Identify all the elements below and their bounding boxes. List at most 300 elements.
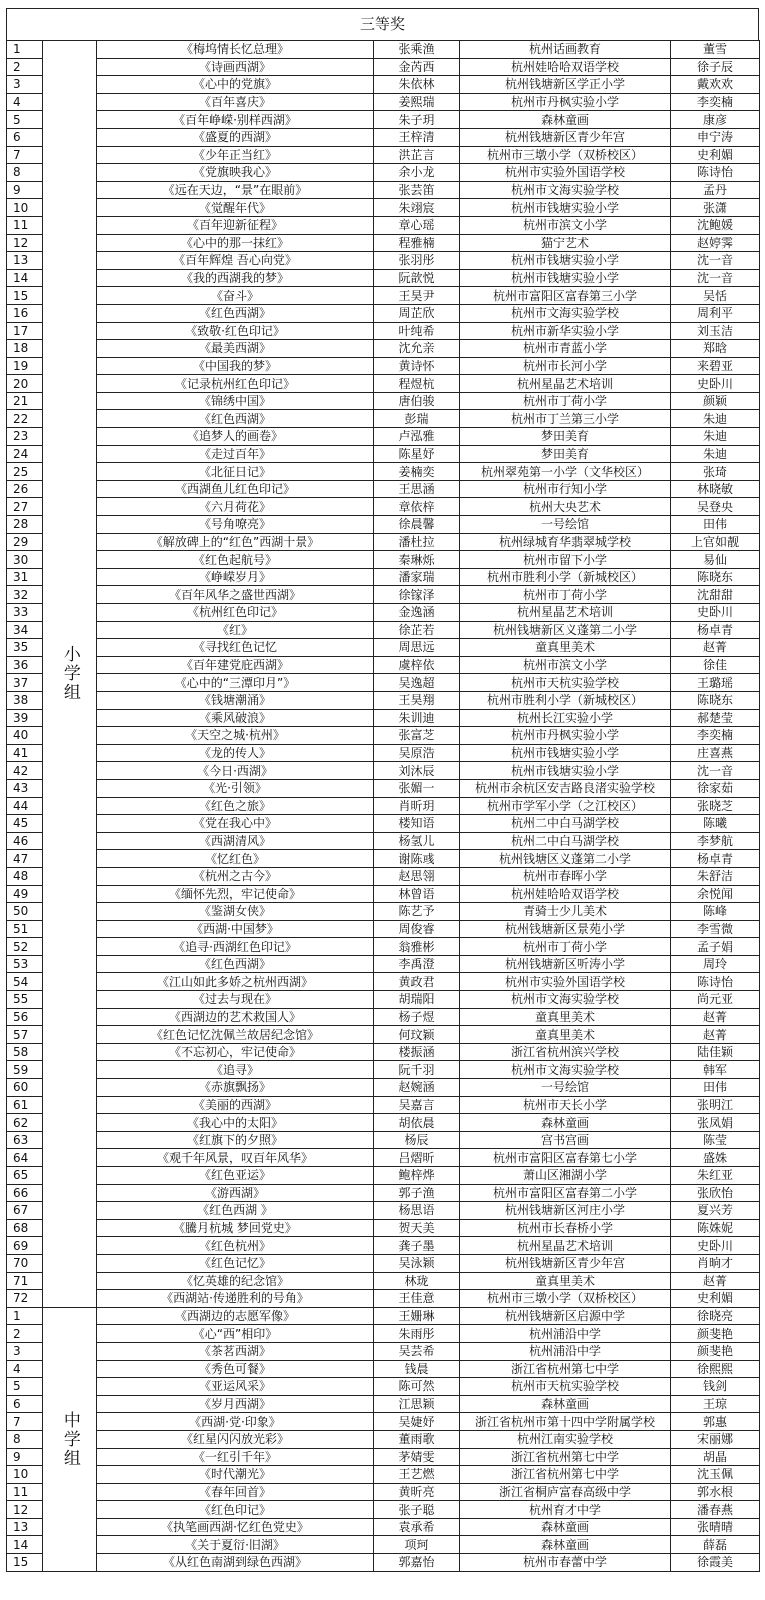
student-name: 张子聪: [374, 1501, 460, 1519]
artwork-title: 《騰月杭城 梦回党史》: [97, 1219, 374, 1237]
teacher-name: 徐家茹: [671, 779, 760, 797]
row-number: 22: [7, 410, 43, 428]
artwork-title: 《西湖鱼儿红色印记》: [97, 480, 374, 498]
row-number: 41: [7, 744, 43, 762]
teacher-name: 张琦: [671, 463, 760, 481]
table-row: [7, 867, 760, 885]
artwork-title: 《百年喜庆》: [97, 93, 374, 111]
group-label: 中学组: [43, 1307, 97, 1571]
school-name: 森林童画: [460, 1536, 671, 1554]
artwork-title: 《追寻》: [97, 1061, 374, 1079]
teacher-name: 朱迪: [671, 445, 760, 463]
school-name: 杭州钱塘新区学正小学: [460, 76, 671, 94]
teacher-name: 陈莹: [671, 1131, 760, 1149]
artwork-title: 《盛夏的西湖》: [97, 128, 374, 146]
table-row: [7, 1149, 760, 1167]
school-name: 浙江省杭州市第十四中学附属学校: [460, 1413, 671, 1431]
row-number: 65: [7, 1167, 43, 1185]
table-row: [7, 357, 760, 375]
row-number: 50: [7, 903, 43, 921]
student-name: 陈星妤: [374, 445, 460, 463]
table-row: [7, 516, 760, 534]
teacher-name: 刘玉洁: [671, 322, 760, 340]
student-name: 陈可然: [374, 1378, 460, 1396]
student-name: 卢泓雅: [374, 428, 460, 446]
artwork-title: 《执笔画西湖·忆红色党史》: [97, 1518, 374, 1536]
teacher-name: 李奕楠: [671, 727, 760, 745]
teacher-name: 来碧亚: [671, 357, 760, 375]
teacher-name: 沈一音: [671, 252, 760, 270]
row-number: 49: [7, 885, 43, 903]
artwork-title: 《游西湖》: [97, 1184, 374, 1202]
teacher-name: 史利媚: [671, 146, 760, 164]
table-row: [7, 181, 760, 199]
row-number: 34: [7, 621, 43, 639]
artwork-title: 《觉醒年代》: [97, 199, 374, 217]
artwork-title: 《缅怀先烈，牢记使命》: [97, 885, 374, 903]
teacher-name: 杨卓青: [671, 850, 760, 868]
school-name: 杭州市丁荷小学: [460, 392, 671, 410]
student-name: 余小龙: [374, 164, 460, 182]
school-name: 杭州钱塘新区青少年宫: [460, 128, 671, 146]
artwork-title: 《红色西湖 》: [97, 1202, 374, 1220]
teacher-name: 史卧川: [671, 1237, 760, 1255]
artwork-title: 《六月荷花》: [97, 498, 374, 516]
teacher-name: 康彦: [671, 111, 760, 129]
teacher-name: 王琼: [671, 1395, 760, 1413]
artwork-title: 《天空之城·杭州》: [97, 727, 374, 745]
student-name: 刘沐辰: [374, 762, 460, 780]
student-name: 赵思翎: [374, 867, 460, 885]
table-row: [7, 128, 760, 146]
school-name: 杭州娃哈哈双语学校: [460, 58, 671, 76]
student-name: 谢陈彧: [374, 850, 460, 868]
table-row: [7, 797, 760, 815]
table-row: [7, 1114, 760, 1132]
student-name: 项珂: [374, 1536, 460, 1554]
teacher-name: 田伟: [671, 516, 760, 534]
student-name: 张芸笛: [374, 181, 460, 199]
student-name: 朱训迪: [374, 709, 460, 727]
student-name: 王佳意: [374, 1290, 460, 1308]
student-name: 胡依晨: [374, 1114, 460, 1132]
table-row: [7, 604, 760, 622]
row-number: 2: [7, 1325, 43, 1343]
artwork-title: 《今日·西湖》: [97, 762, 374, 780]
artwork-title: 《红旗下的夕照》: [97, 1131, 374, 1149]
teacher-name: 郭水根: [671, 1483, 760, 1501]
school-name: 杭州市文海实验学校: [460, 991, 671, 1009]
row-number: 70: [7, 1254, 43, 1272]
teacher-name: 徐子辰: [671, 58, 760, 76]
table-row: [7, 938, 760, 956]
teacher-name: 陈峰: [671, 903, 760, 921]
student-name: 李禹澄: [374, 955, 460, 973]
row-number: 18: [7, 340, 43, 358]
row-number: 55: [7, 991, 43, 1009]
artwork-title: 《远在天边，“景”在眼前》: [97, 181, 374, 199]
school-name: 杭州钱塘新区河庄小学: [460, 1202, 671, 1220]
school-name: 杭州翠苑第一小学（文华校区）: [460, 463, 671, 481]
table-row: [7, 58, 760, 76]
row-number: 1: [7, 41, 43, 59]
teacher-name: 吴恬: [671, 287, 760, 305]
teacher-name: 李雪微: [671, 920, 760, 938]
teacher-name: 周玲: [671, 955, 760, 973]
student-name: 周思远: [374, 639, 460, 657]
school-name: 浙江省杭州滨兴学校: [460, 1043, 671, 1061]
row-number: 59: [7, 1061, 43, 1079]
school-name: 杭州长江实验小学: [460, 709, 671, 727]
table-row: [7, 463, 760, 481]
student-name: 林珑: [374, 1272, 460, 1290]
school-name: 杭州市长河小学: [460, 357, 671, 375]
table-row: [7, 410, 760, 428]
artwork-title: 《红星闪闪放光彩》: [97, 1430, 374, 1448]
teacher-name: 徐熙熙: [671, 1360, 760, 1378]
school-name: 杭州江南实验学校: [460, 1430, 671, 1448]
row-number: 43: [7, 779, 43, 797]
artwork-title: 《我心中的太阳》: [97, 1114, 374, 1132]
row-number: 13: [7, 1518, 43, 1536]
table-row: [7, 850, 760, 868]
artwork-title: 《一红引千年》: [97, 1448, 374, 1466]
school-name: 杭州市滨文小学: [460, 656, 671, 674]
table-row: [7, 1219, 760, 1237]
teacher-name: 盛姝: [671, 1149, 760, 1167]
row-number: 46: [7, 832, 43, 850]
school-name: 杭州市丹枫实验小学: [460, 93, 671, 111]
student-name: 龚子墨: [374, 1237, 460, 1255]
student-name: 楼振涵: [374, 1043, 460, 1061]
table-row: [7, 586, 760, 604]
artwork-title: 《西湖边的艺术救国人》: [97, 1008, 374, 1026]
school-name: 梦田美育: [460, 445, 671, 463]
student-name: 郭嘉怡: [374, 1554, 460, 1572]
table-row: [7, 216, 760, 234]
artwork-title: 《心中的党旗》: [97, 76, 374, 94]
table-row: [7, 1061, 760, 1079]
artwork-title: 《梅坞情长忆总理》: [97, 41, 374, 59]
student-name: 吴原浩: [374, 744, 460, 762]
table-row: [7, 903, 760, 921]
school-name: 杭州市丹枫实验小学: [460, 727, 671, 745]
artwork-title: 《关于夏衍·旧湖》: [97, 1536, 374, 1554]
school-name: 杭州市富阳区富春第七小学: [460, 1149, 671, 1167]
school-name: 杭州市滨文小学: [460, 216, 671, 234]
student-name: 洪芷言: [374, 146, 460, 164]
school-name: 浙江省杭州第七中学: [460, 1466, 671, 1484]
artwork-title: 《奋斗》: [97, 287, 374, 305]
row-number: 21: [7, 392, 43, 410]
row-number: 30: [7, 551, 43, 569]
table-row: [7, 1079, 760, 1097]
school-name: 梦田美育: [460, 428, 671, 446]
row-number: 3: [7, 76, 43, 94]
row-number: 7: [7, 1413, 43, 1431]
school-name: 杭州钱塘新区义蓬第二小学: [460, 621, 671, 639]
student-name: 钱晨: [374, 1360, 460, 1378]
artwork-title: 《心中的“三潭印月”》: [97, 674, 374, 692]
teacher-name: 徐佳: [671, 656, 760, 674]
row-number: 11: [7, 216, 43, 234]
row-number: 5: [7, 1378, 43, 1396]
student-name: 赵婉涵: [374, 1079, 460, 1097]
row-number: 17: [7, 322, 43, 340]
artwork-title: 《红色西湖》: [97, 410, 374, 428]
table-row: [7, 252, 760, 270]
school-name: 杭州市新华实验小学: [460, 322, 671, 340]
artwork-title: 《红色西湖》: [97, 304, 374, 322]
school-name: 杭州娃哈哈双语学校: [460, 885, 671, 903]
student-name: 贺天美: [374, 1219, 460, 1237]
student-name: 朱依林: [374, 76, 460, 94]
award-table-body: [7, 41, 760, 1572]
table-row: [7, 93, 760, 111]
row-number: 8: [7, 1430, 43, 1448]
row-number: 8: [7, 164, 43, 182]
artwork-title: 《红色杭州》: [97, 1237, 374, 1255]
student-name: 黄诗怀: [374, 357, 460, 375]
row-number: 58: [7, 1043, 43, 1061]
artwork-title: 《美丽的西湖》: [97, 1096, 374, 1114]
student-name: 王思涵: [374, 480, 460, 498]
teacher-name: 夏兴芳: [671, 1202, 760, 1220]
row-number: 64: [7, 1149, 43, 1167]
table-row: [7, 762, 760, 780]
table-row: [7, 76, 760, 94]
artwork-title: 《锦绣中国》: [97, 392, 374, 410]
student-name: 王姗琳: [374, 1307, 460, 1325]
table-row: [7, 885, 760, 903]
student-name: 杨氢儿: [374, 832, 460, 850]
school-name: 杭州市钱塘实验小学: [460, 269, 671, 287]
row-number: 1: [7, 1307, 43, 1325]
school-name: 童真里美术: [460, 1272, 671, 1290]
row-number: 61: [7, 1096, 43, 1114]
row-number: 27: [7, 498, 43, 516]
teacher-name: 李奕楠: [671, 93, 760, 111]
row-number: 37: [7, 674, 43, 692]
table-row: [7, 779, 760, 797]
row-number: 48: [7, 867, 43, 885]
row-number: 45: [7, 815, 43, 833]
school-name: 杭州钱塘新区青少年宫: [460, 1254, 671, 1272]
row-number: 42: [7, 762, 43, 780]
artwork-title: 《解放碑上的“红色”西湖十景》: [97, 533, 374, 551]
row-number: 56: [7, 1008, 43, 1026]
table-row: [7, 1043, 760, 1061]
row-number: 38: [7, 691, 43, 709]
table-row: [7, 1342, 760, 1360]
row-number: 20: [7, 375, 43, 393]
student-name: 秦琳烁: [374, 551, 460, 569]
table-row: [7, 744, 760, 762]
teacher-name: 沈玉佩: [671, 1466, 760, 1484]
artwork-title: 《致敬·红色印记》: [97, 322, 374, 340]
school-name: 杭州市三墩小学（双桥校区）: [460, 1290, 671, 1308]
table-row: [7, 1325, 760, 1343]
table-row: [7, 1026, 760, 1044]
table-row: [7, 551, 760, 569]
row-number: 67: [7, 1202, 43, 1220]
table-row: [7, 1272, 760, 1290]
artwork-title: 《红色西湖》: [97, 955, 374, 973]
teacher-name: 戴欢欢: [671, 76, 760, 94]
table-row: [7, 287, 760, 305]
table-row: [7, 533, 760, 551]
artwork-title: 《江山如此多娇之杭州西湖》: [97, 973, 374, 991]
artwork-title: 《心中的那一抹红》: [97, 234, 374, 252]
row-number: 7: [7, 146, 43, 164]
student-name: 陈艺予: [374, 903, 460, 921]
student-name: 江思颖: [374, 1395, 460, 1413]
artwork-title: 《时代潮光》: [97, 1466, 374, 1484]
teacher-name: 田伟: [671, 1079, 760, 1097]
school-name: 杭州星晶艺术培训: [460, 375, 671, 393]
table-row: [7, 111, 760, 129]
award-table: [6, 40, 760, 1572]
table-row: [7, 199, 760, 217]
table-row: [7, 480, 760, 498]
row-number: 12: [7, 1501, 43, 1519]
row-number: 32: [7, 586, 43, 604]
teacher-name: 潘春燕: [671, 1501, 760, 1519]
student-name: 彭瑞: [374, 410, 460, 428]
school-name: 杭州大央艺术: [460, 498, 671, 516]
student-name: 董雨歌: [374, 1430, 460, 1448]
student-name: 金逸涵: [374, 604, 460, 622]
teacher-name: 陈姝妮: [671, 1219, 760, 1237]
school-name: 杭州市天杭实验学校: [460, 674, 671, 692]
table-row: [7, 1501, 760, 1519]
artwork-title: 《观千年风景，叹百年风华》: [97, 1149, 374, 1167]
row-number: 54: [7, 973, 43, 991]
artwork-title: 《西湖边的志愿军像》: [97, 1307, 374, 1325]
table-row: [7, 1554, 760, 1572]
teacher-name: 胡晶: [671, 1448, 760, 1466]
school-name: 杭州二中白马湖学校: [460, 815, 671, 833]
school-name: 杭州市钱塘实验小学: [460, 199, 671, 217]
teacher-name: 赵菁: [671, 639, 760, 657]
row-number: 44: [7, 797, 43, 815]
row-number: 52: [7, 938, 43, 956]
artwork-title: 《红色印记》: [97, 1501, 374, 1519]
teacher-name: 颜颖: [671, 392, 760, 410]
student-name: 姜熙瑞: [374, 93, 460, 111]
row-number: 12: [7, 234, 43, 252]
artwork-title: 《百年迎新征程》: [97, 216, 374, 234]
school-name: 杭州市天长小学: [460, 1096, 671, 1114]
artwork-title: 《追寻·西湖红色印记》: [97, 938, 374, 956]
student-name: 周俊睿: [374, 920, 460, 938]
table-row: [7, 1307, 760, 1325]
table-row: [7, 1096, 760, 1114]
student-name: 虞梓依: [374, 656, 460, 674]
school-name: 浙江省桐庐富春高级中学: [460, 1483, 671, 1501]
student-name: 朱翊宸: [374, 199, 460, 217]
student-name: 张乘渔: [374, 41, 460, 59]
school-name: 杭州市长春桥小学: [460, 1219, 671, 1237]
table-row: [7, 428, 760, 446]
student-name: 王艺燃: [374, 1466, 460, 1484]
row-number: 19: [7, 357, 43, 375]
school-name: 杭州钱塘区义蓬第二小学: [460, 850, 671, 868]
school-name: 杭州浦沿中学: [460, 1342, 671, 1360]
row-number: 69: [7, 1237, 43, 1255]
student-name: 黄昕亮: [374, 1483, 460, 1501]
artwork-title: 《走过百年》: [97, 445, 374, 463]
school-name: 宫书宫画: [460, 1131, 671, 1149]
school-name: 童真里美术: [460, 1026, 671, 1044]
artwork-title: 《红色记忆》: [97, 1254, 374, 1272]
row-number: 71: [7, 1272, 43, 1290]
teacher-name: 陈晓东: [671, 691, 760, 709]
row-number: 3: [7, 1342, 43, 1360]
artwork-title: 《不忘初心，牢记使命》: [97, 1043, 374, 1061]
artwork-title: 《记录杭州红色印记》: [97, 375, 374, 393]
row-number: 66: [7, 1184, 43, 1202]
student-name: 黄政君: [374, 973, 460, 991]
student-name: 朱子玥: [374, 111, 460, 129]
table-row: [7, 815, 760, 833]
row-number: 60: [7, 1079, 43, 1097]
artwork-title: 《追梦人的画卷》: [97, 428, 374, 446]
artwork-title: 《心“西”相印》: [97, 1325, 374, 1343]
artwork-title: 《钱塘潮涌》: [97, 691, 374, 709]
teacher-name: 沈甜甜: [671, 586, 760, 604]
artwork-title: 《党旗映我心》: [97, 164, 374, 182]
artwork-title: 《寻找红色记忆: [97, 639, 374, 657]
student-name: 杨辰: [374, 1131, 460, 1149]
artwork-title: 《百年风华之盛世西湖》: [97, 586, 374, 604]
school-name: 杭州市三墩小学（双桥校区）: [460, 146, 671, 164]
teacher-name: 朱迪: [671, 410, 760, 428]
artwork-title: 《过去与现在》: [97, 991, 374, 1009]
teacher-name: 周利平: [671, 304, 760, 322]
table-row: [7, 1483, 760, 1501]
student-name: 周芷欣: [374, 304, 460, 322]
row-number: 68: [7, 1219, 43, 1237]
student-name: 章依梓: [374, 498, 460, 516]
school-name: 杭州市春晖小学: [460, 867, 671, 885]
school-name: 杭州钱塘新区启源中学: [460, 1307, 671, 1325]
school-name: 杭州市钱塘实验小学: [460, 252, 671, 270]
school-name: 杭州市文海实验学校: [460, 304, 671, 322]
school-name: 浙江省杭州第七中学: [460, 1360, 671, 1378]
teacher-name: 颜斐艳: [671, 1342, 760, 1360]
student-name: 林曾语: [374, 885, 460, 903]
student-name: 何玟颖: [374, 1026, 460, 1044]
school-name: 杭州钱塘新区景苑小学: [460, 920, 671, 938]
table-row: [7, 1290, 760, 1308]
table-row: [7, 920, 760, 938]
row-number: 14: [7, 269, 43, 287]
row-number: 9: [7, 1448, 43, 1466]
row-number: 5: [7, 111, 43, 129]
row-number: 10: [7, 199, 43, 217]
teacher-name: 陆佳颖: [671, 1043, 760, 1061]
table-row: [7, 727, 760, 745]
teacher-name: 张明江: [671, 1096, 760, 1114]
row-number: 31: [7, 568, 43, 586]
table-row: [7, 1448, 760, 1466]
table-row: [7, 1518, 760, 1536]
student-name: 潘杜拉: [374, 533, 460, 551]
student-name: 唐伯骏: [374, 392, 460, 410]
school-name: 杭州话画教育: [460, 41, 671, 59]
student-name: 胡瑞阳: [374, 991, 460, 1009]
